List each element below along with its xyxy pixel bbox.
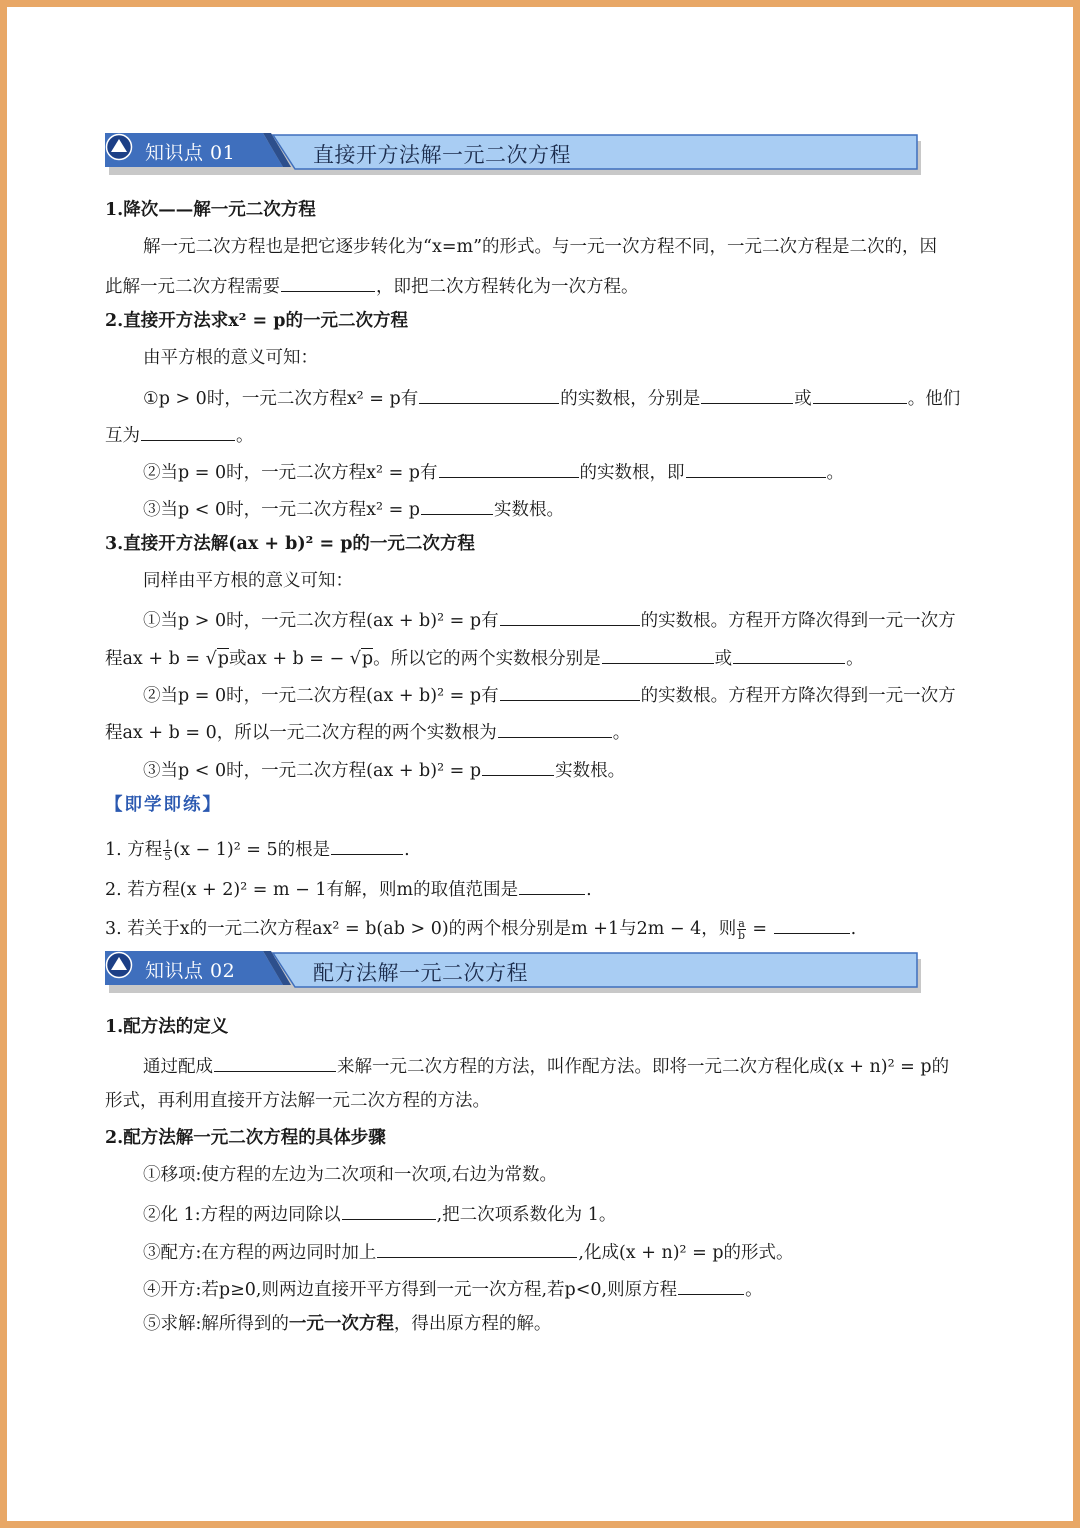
answer-blank[interactable]: [813, 385, 907, 404]
answer-blank[interactable]: [419, 385, 559, 404]
answer-blank[interactable]: [686, 459, 826, 478]
text: 2. 若方程(x + 2)² = m − 1有解，则m的取值范围是: [105, 880, 519, 900]
practice-question-2: [105, 876, 991, 901]
text: 互为: [105, 426, 140, 446]
answer-blank[interactable]: [498, 719, 612, 738]
sqrt-radicand: p: [217, 649, 229, 669]
case-line-cont: [105, 422, 991, 447]
text: 通过配成: [143, 1057, 213, 1077]
fraction-denominator: b: [738, 929, 746, 942]
text: 。: [612, 723, 631, 743]
text: ④开方:若p≥0,则两边直接开平方得到一元一次方程,若p<0,则原方程: [143, 1280, 678, 1300]
text: =: [746, 919, 773, 939]
paragraph: 由平方根的意义可知：: [143, 348, 318, 368]
bold-text: 一元一次方程: [288, 1314, 394, 1334]
text: 或ax + b = −: [228, 649, 350, 669]
sqrt-radicand: p: [361, 649, 374, 669]
text: 或: [714, 649, 733, 669]
text: ①p > 0时，一元二次方程x² = p有: [143, 389, 419, 409]
text: 的实数根，即: [579, 463, 685, 483]
text: 。他们: [907, 389, 961, 409]
text: 的实数根，分别是: [560, 389, 701, 409]
text: 。所以它的两个实数根分别是: [373, 649, 601, 669]
fraction: [737, 918, 746, 941]
answer-blank[interactable]: [141, 422, 235, 441]
section-title: 直接开方法解一元二次方程: [313, 143, 571, 167]
answer-blank[interactable]: [214, 1053, 336, 1072]
text: 3. 若关于x的一元二次方程ax² = b(ab > 0)的两个根分别是m +1与2m − 4，则: [105, 919, 737, 939]
answer-blank[interactable]: [733, 645, 845, 664]
collapse-up-icon[interactable]: [105, 133, 133, 161]
case-line: [143, 496, 991, 521]
paragraph: 同样由平方根的意义可知：: [143, 571, 353, 591]
step-1: ①移项:使方程的左边为二次项和一次项,右边为常数。: [143, 1165, 557, 1185]
text: ,把二次项系数化为 1。: [436, 1205, 617, 1225]
text: 。: [236, 426, 254, 446]
text: 。: [826, 463, 844, 483]
text: 。: [745, 1280, 763, 1300]
heading-2-1: 1.配方法的定义: [105, 1017, 229, 1037]
answer-blank[interactable]: [439, 459, 579, 478]
fraction-numerator: 1: [164, 838, 172, 851]
case-line: [143, 682, 991, 707]
text: 实数根。: [555, 761, 626, 781]
section-bar-01: [105, 133, 921, 173]
text: ③当p < 0时，一元二次方程(ax + b)² = p: [143, 761, 482, 781]
case-line: [143, 607, 991, 632]
paragraph: 形式，再利用直接开方法解一元二次方程的方法。: [105, 1091, 490, 1111]
section-tag: 知识点 01: [145, 142, 236, 164]
answer-blank[interactable]: [342, 1201, 436, 1220]
sqrt-symbol: √: [349, 649, 361, 669]
text: 的实数根。方程开方降次得到一元一次方: [640, 686, 956, 706]
text: ,化成(x + n)² = p的形式。: [578, 1243, 794, 1263]
answer-blank[interactable]: [774, 915, 850, 934]
answer-blank[interactable]: [500, 682, 640, 701]
text: ⑤求解:解所得到的: [143, 1314, 289, 1334]
text: ③配方:在方程的两边同时加上: [143, 1243, 377, 1263]
text: 程ax + b = 0，所以一元二次方程的两个实数根为: [105, 723, 497, 743]
heading-2-2: 2.配方法解一元二次方程的具体步骤: [105, 1128, 386, 1148]
fraction-numerator: a: [738, 917, 745, 930]
text: 的实数根。方程开方降次得到一元一次方: [640, 611, 956, 631]
step-5: [143, 1313, 991, 1335]
text: ②当p = 0时，一元二次方程x² = p有: [143, 463, 438, 483]
text: 程ax + b =: [105, 649, 206, 669]
text: ②当p = 0时，一元二次方程(ax + b)² = p有: [143, 686, 499, 706]
collapse-up-icon[interactable]: [105, 951, 133, 979]
case-line-cont: [105, 719, 991, 744]
answer-blank[interactable]: [500, 607, 640, 626]
step-3: [143, 1239, 991, 1264]
heading-1-2: 2.直接开方法求x² = p的一元二次方程: [105, 311, 408, 331]
text: 实数根。: [494, 500, 564, 520]
practice-question-3: [105, 915, 991, 941]
text: 。: [846, 649, 864, 669]
case-line: [143, 757, 991, 782]
answer-blank[interactable]: [331, 836, 403, 855]
text: 或: [794, 389, 812, 409]
answer-blank[interactable]: [281, 273, 375, 292]
text: 来解一元二次方程的方法，叫作配方法。即将一元二次方程化成(x + n)² = p的: [337, 1057, 950, 1077]
text: .: [586, 880, 592, 900]
answer-blank[interactable]: [701, 385, 793, 404]
text: ②化 1:方程的两边同除以: [143, 1205, 341, 1225]
step-2: [143, 1201, 991, 1226]
section-title: 配方法解一元二次方程: [313, 961, 528, 985]
text: ，得出原方程的解。: [393, 1314, 552, 1334]
case-line: [143, 385, 991, 410]
section-bar-02: [105, 951, 921, 991]
text: 1. 方程: [105, 840, 163, 860]
text: ①当p > 0时，一元二次方程(ax + b)² = p有: [143, 611, 499, 631]
practice-label: 【即学即练】: [105, 795, 222, 815]
sqrt-symbol: √: [205, 649, 217, 669]
text: 此解一元二次方程需要: [105, 277, 280, 297]
answer-blank[interactable]: [482, 757, 554, 776]
step-4: [143, 1276, 991, 1301]
text: ③当p < 0时，一元二次方程x² = p: [143, 500, 420, 520]
heading-1-3: 3.直接开方法解(ax + b)² = p的一元二次方程: [105, 534, 475, 554]
text: .: [404, 840, 410, 860]
heading-1-1: 1.降次——解一元二次方程: [105, 200, 316, 220]
text: .: [850, 919, 857, 939]
answer-blank[interactable]: [519, 876, 585, 895]
fraction: [163, 839, 172, 862]
paragraph: 解一元二次方程也是把它逐步转化为“x=m”的形式。与一元一次方程不同，一元二次方程是二次的，因: [143, 237, 938, 257]
answer-blank[interactable]: [421, 496, 493, 515]
practice-question-1: [105, 836, 991, 862]
case-line-cont: [105, 645, 991, 670]
answer-blank[interactable]: [602, 645, 714, 664]
case-line: [143, 459, 991, 484]
paragraph-with-blank: [143, 1053, 991, 1078]
paragraph-with-blank: [105, 273, 991, 298]
fraction-denominator: 5: [164, 850, 172, 863]
text: (x − 1)² = 5的根是: [173, 840, 331, 860]
section-tag: 知识点 02: [145, 960, 236, 982]
text: ，即把二次方程转化为一次方程。: [376, 277, 639, 297]
answer-blank[interactable]: [678, 1276, 744, 1295]
answer-blank[interactable]: [377, 1239, 577, 1258]
